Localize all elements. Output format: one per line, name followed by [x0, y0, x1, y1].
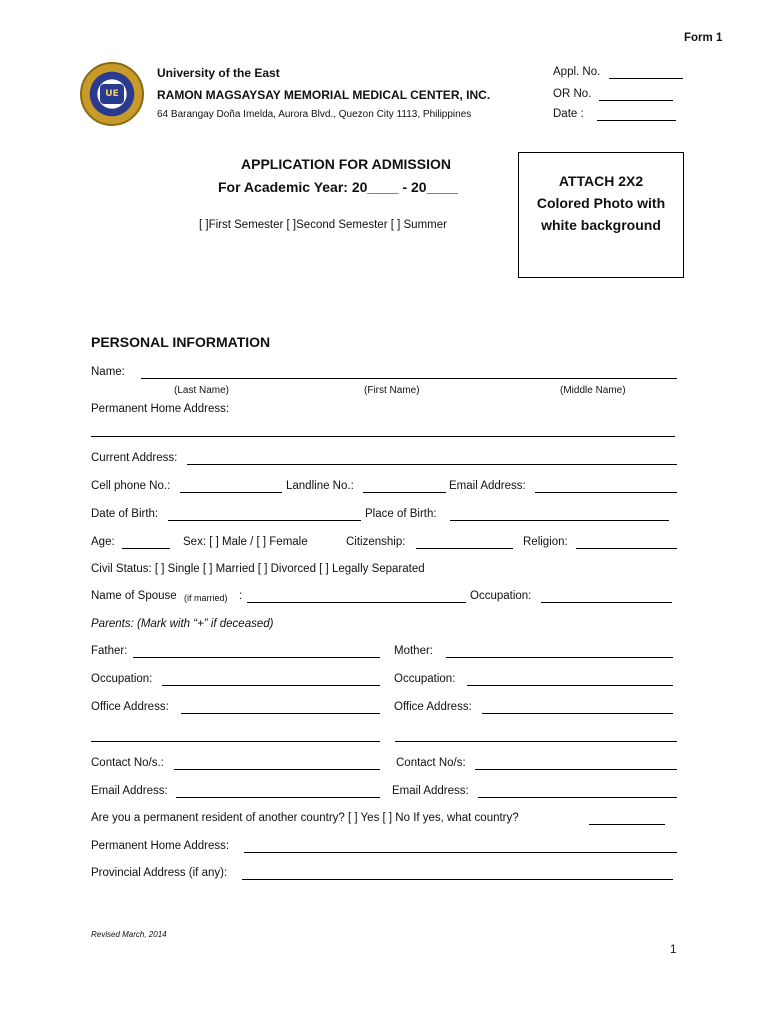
appl-no-label: Appl. No.: [553, 66, 601, 78]
foreign-permanent-address-label: Permanent Home Address:: [91, 840, 230, 852]
resident-country-line[interactable]: [589, 824, 665, 825]
first-name-caption: (First Name): [364, 385, 420, 396]
center-address: 64 Barangay Doña Imelda, Aurora Blvd., Quezon City 1113, Philippines: [157, 109, 472, 120]
dob-line[interactable]: [168, 520, 361, 521]
university-seal-logo: [80, 62, 144, 126]
university-name: University of the East: [157, 66, 280, 80]
permanent-resident-question[interactable]: Are you a permanent resident of another country? [ ] Yes [ ] No If yes, what country?: [91, 812, 519, 824]
father-office-address-label: Office Address:: [91, 701, 169, 713]
email-line[interactable]: [535, 492, 677, 493]
spouse-occupation-label: Occupation:: [470, 590, 532, 602]
email-label: Email Address:: [449, 480, 526, 492]
permanent-address-label: Permanent Home Address:: [91, 403, 230, 415]
academic-year: For Academic Year: 20____ - 20____: [218, 179, 458, 195]
mother-office-address-line[interactable]: [482, 713, 673, 714]
civil-status-options[interactable]: Civil Status: [ ] Single [ ] Married [ ] Divorced [ ] Legally Separated: [91, 563, 425, 575]
center-name: RAMON MAGSAYSAY MEMORIAL MEDICAL CENTER, INC.: [157, 88, 491, 102]
landline-label: Landline No.:: [286, 480, 354, 492]
father-email-line[interactable]: [176, 797, 380, 798]
photo-box-line1: ATTACH 2X2: [558, 173, 644, 189]
mother-line[interactable]: [446, 657, 673, 658]
current-address-label: Current Address:: [91, 452, 178, 464]
mother-contact-line[interactable]: [475, 769, 677, 770]
mother-occupation-label: Occupation:: [394, 673, 456, 685]
photo-box-line2: Colored Photo with: [536, 195, 666, 211]
mother-occupation-line[interactable]: [467, 685, 673, 686]
mother-office-address-line2[interactable]: [395, 741, 677, 742]
religion-line[interactable]: [576, 548, 677, 549]
mother-email-label: Email Address:: [392, 785, 469, 797]
spouse-line[interactable]: [247, 602, 466, 603]
semester-options[interactable]: [ ]First Semester [ ]Second Semester [ ] Summer: [199, 219, 447, 231]
father-label: Father:: [91, 645, 128, 657]
page-number: 1: [670, 944, 677, 956]
spouse-occupation-line[interactable]: [541, 602, 672, 603]
father-office-address-line[interactable]: [181, 713, 380, 714]
pob-line[interactable]: [450, 520, 669, 521]
father-office-address-line2[interactable]: [91, 741, 380, 742]
date-label: Date :: [553, 108, 584, 120]
or-no-label: OR No.: [553, 88, 592, 100]
sex-options[interactable]: Sex: [ ] Male / [ ] Female: [183, 536, 308, 548]
current-address-line[interactable]: [187, 464, 677, 465]
cell-phone-line[interactable]: [180, 492, 282, 493]
or-no-line[interactable]: [599, 100, 673, 101]
permanent-address-line[interactable]: [91, 436, 675, 437]
spouse-note: (if married): [184, 593, 228, 603]
date-line[interactable]: [597, 120, 676, 121]
father-email-label: Email Address:: [91, 785, 168, 797]
provincial-address-label: Provincial Address (if any):: [91, 867, 228, 879]
mother-label: Mother:: [394, 645, 433, 657]
age-line[interactable]: [122, 548, 170, 549]
revision-note: Revised March, 2014: [91, 930, 167, 939]
parents-note: Parents: (Mark with “+” if deceased): [91, 618, 274, 630]
photo-attachment-box: [518, 152, 684, 278]
cell-phone-label: Cell phone No.:: [91, 480, 171, 492]
photo-box-line3: white background: [541, 217, 661, 233]
father-contact-line[interactable]: [174, 769, 380, 770]
name-line[interactable]: [141, 378, 677, 379]
father-occupation-line[interactable]: [162, 685, 380, 686]
father-contact-label: Contact No/s.:: [91, 757, 164, 769]
provincial-address-line[interactable]: [242, 879, 673, 880]
religion-label: Religion:: [523, 536, 568, 548]
mother-contact-label: Contact No/s:: [396, 757, 466, 769]
spouse-label: Name of Spouse: [91, 590, 177, 602]
form-number: Form 1: [684, 32, 723, 44]
age-label: Age:: [91, 536, 115, 548]
name-label: Name:: [91, 366, 125, 378]
mother-office-address-label: Office Address:: [394, 701, 472, 713]
citizenship-line[interactable]: [416, 548, 513, 549]
citizenship-label: Citizenship:: [346, 536, 406, 548]
landline-line[interactable]: [363, 492, 446, 493]
spouse-colon: :: [239, 590, 243, 602]
father-occupation-label: Occupation:: [91, 673, 153, 685]
mother-email-line[interactable]: [478, 797, 677, 798]
dob-label: Date of Birth:: [91, 508, 159, 520]
father-line[interactable]: [133, 657, 380, 658]
foreign-permanent-address-line[interactable]: [244, 852, 677, 853]
form-title: APPLICATION FOR ADMISSION: [241, 156, 451, 172]
last-name-caption: (Last Name): [174, 385, 230, 396]
section-title: PERSONAL INFORMATION: [91, 334, 271, 350]
appl-no-line[interactable]: [609, 78, 683, 79]
seal-monogram: UE: [100, 84, 124, 104]
pob-label: Place of Birth:: [365, 508, 437, 520]
middle-name-caption: (Middle Name): [560, 385, 626, 396]
